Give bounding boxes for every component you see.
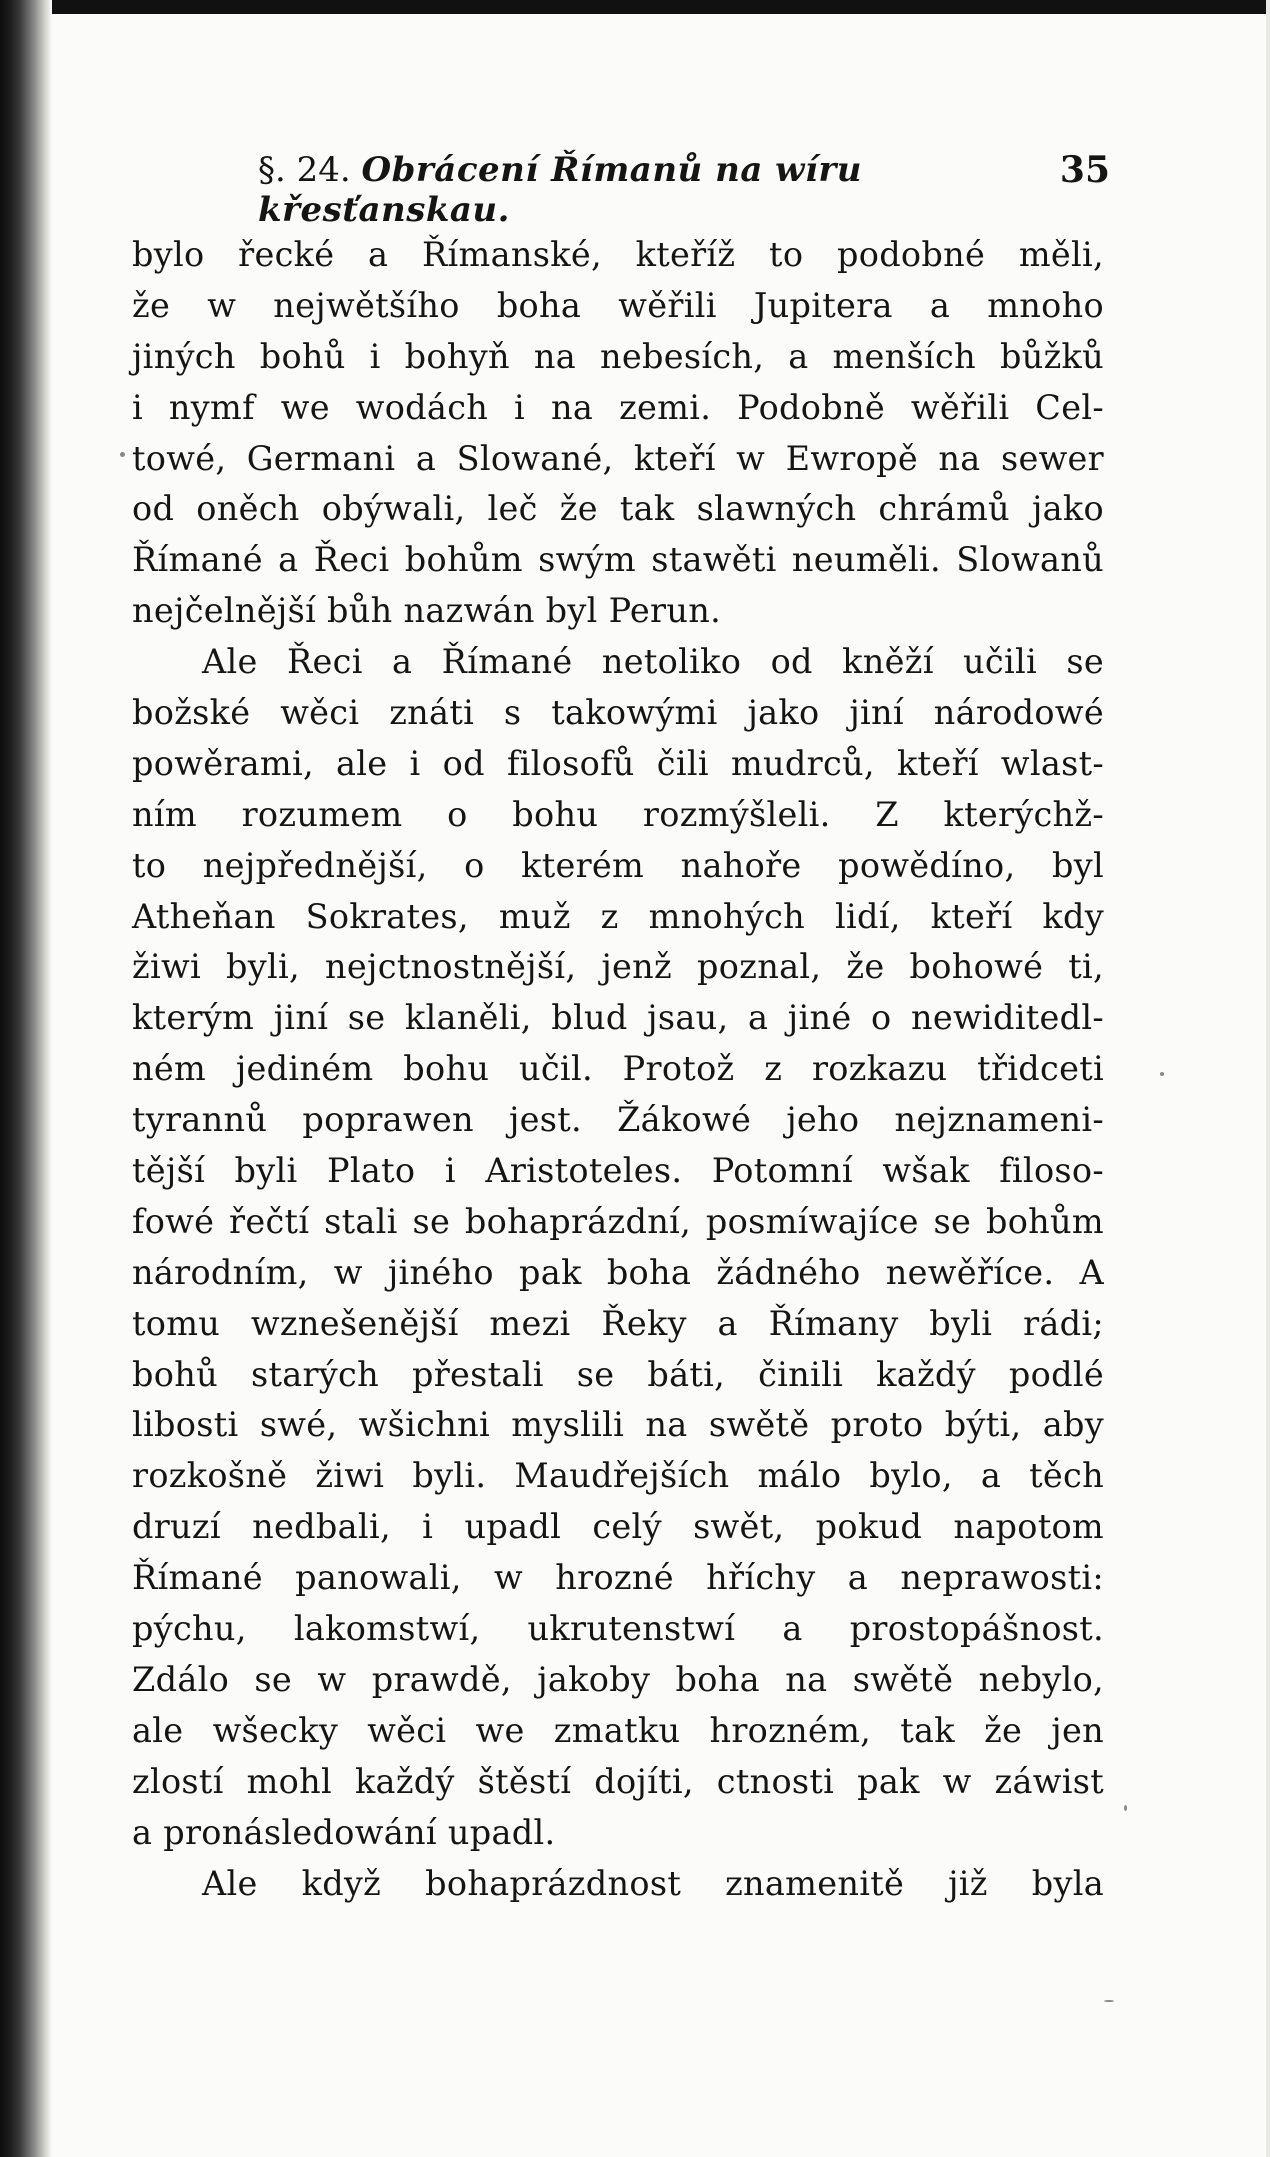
text-line: bylo řecké a Římanské, kteříž to podobné měli, (132, 235, 1104, 274)
running-head (258, 149, 1118, 230)
text-line: jiných bohů i bohyň na nebesích, a menších bůžků (132, 336, 1104, 376)
text-line: ním rozumem o bohu rozmýšleli. Z kterýchž- (132, 794, 1104, 834)
text-line: rozkošně žiwi byli. Maudřejších málo bylo, a těch (132, 1456, 1104, 1496)
text-line: od oněch obýwali, leč že tak slawných chrámů jako (132, 489, 1104, 529)
page-top-edge (0, 0, 1270, 14)
text-line: žiwi byli, nejctnostnější, jenž poznal, že bohowé ti, (132, 947, 1104, 987)
text-line: Ale Řeci a Římané netoliko od kněží učili se (202, 642, 1104, 682)
text-line: pýchu, lakomstwí, ukrutenstwí a prostopášnost. (132, 1609, 1104, 1649)
text-line: powěrami, ale i od filosofů čili mudrců, kteří wlast- (132, 743, 1104, 783)
paragraph-3 (132, 1859, 1104, 1910)
text-line: Římané a Řeci bohům swým stawěti neuměli. Slowanů (132, 540, 1104, 580)
text-line: Atheňan Sokrates, muž z mnohých lidí, kteří kdy (132, 896, 1104, 936)
book-gutter-shadow (0, 0, 52, 2157)
text-line: tější byli Plato i Aristoteles. Potomní wšak filoso- (132, 1151, 1104, 1191)
text-line: towé, Germani a Slowané, kteří w Ewropě na sewer (132, 438, 1104, 478)
body-text (132, 230, 1104, 1909)
text-line: Ale když bohaprázdnost znamenitě již byla (202, 1863, 1104, 1903)
paragraph-1 (132, 230, 1104, 637)
text-line: kterým jiní se klaněli, blud jsau, a jiné o newiditedl- (132, 998, 1104, 1038)
text-line: tyrannů poprawen jest. Žákowé jeho nejznameni- (132, 1100, 1104, 1140)
text-line: Zdálo se w prawdě, jakoby boha na swětě nebylo, (132, 1659, 1104, 1699)
text-line: libosti swé, wšichni myslili na swětě proto býti, aby (132, 1405, 1104, 1445)
paper-speck (1104, 2000, 1114, 2002)
page-right-edge (1266, 0, 1270, 2157)
text-line: nejčelnější bůh nazwán byl Perun. (132, 591, 722, 631)
section-number: §. 24. (258, 150, 351, 190)
text-line: Římané panowali, w hrozné hříchy a neprawosti: (132, 1558, 1104, 1598)
text-line: ale wšecky wěci we zmatku hrozném, tak že jen (132, 1710, 1104, 1750)
text-line: zlostí mohl každý štěstí dojíti, ctnosti pak w záwist (132, 1761, 1104, 1801)
page-number: 35 (1059, 149, 1110, 191)
text-line: ném jediném bohu učil. Protož z rozkazu třidceti (132, 1049, 1104, 1089)
text-line: božské wěci znáti s takowými jako jiní národowé (132, 693, 1104, 733)
text-line: fowé řečtí stali se bohaprázdní, posmíwajíce se bohům (132, 1201, 1104, 1241)
paragraph-2 (132, 637, 1104, 1858)
text-line: tomu wznešenější mezi Řeky a Římany byli rádi; (132, 1303, 1104, 1343)
text-line: bohů starých přestali se báti, činili každý podlé (132, 1354, 1104, 1394)
chapter-title: Obrácení Římanů na wíru křesťanskau. (258, 150, 862, 230)
paper-speck (120, 452, 125, 457)
paper-speck (1124, 1805, 1127, 1811)
paper-speck (1160, 1072, 1164, 1076)
text-line: a pronásledowání upadl. (132, 1812, 556, 1852)
text-line: druzí nedbali, i upadl celý swět, pokud napotom (132, 1507, 1104, 1547)
text-line: že w nejwětšího boha wěřili Jupitera a mnoho (132, 285, 1104, 325)
text-line: to nejpřednější, o kterém nahoře powědíno, byl (132, 845, 1104, 885)
text-line: i nymf we wodách i na zemi. Podobně wěřili Cel- (132, 387, 1104, 427)
text-line: národním, w jiného pak boha žádného newěříce. A (132, 1252, 1104, 1292)
